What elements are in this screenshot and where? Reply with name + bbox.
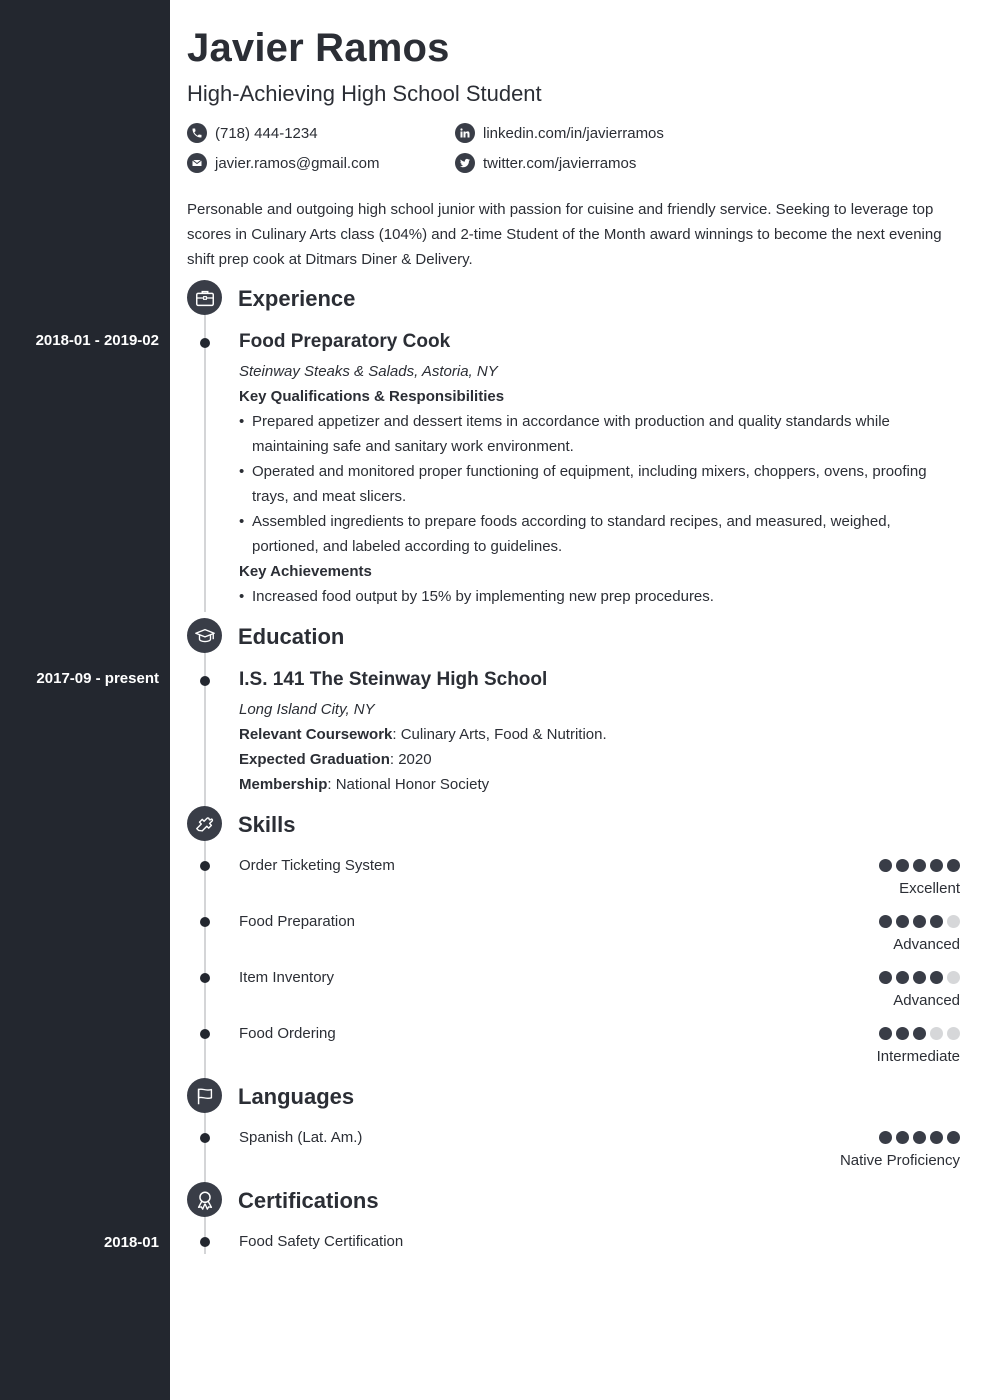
- rating-dot-empty: [947, 971, 960, 984]
- skill-level: Advanced: [893, 992, 960, 1009]
- rating-dot-filled: [896, 915, 909, 928]
- rating-dot-filled: [930, 915, 943, 928]
- school-location: Long Island City, NY: [239, 701, 375, 718]
- rating-dot-filled: [913, 1027, 926, 1040]
- section-title-education: Education: [238, 624, 345, 649]
- rating-dot-filled: [879, 971, 892, 984]
- timeline-line-experience: [204, 312, 206, 612]
- list-item: • Operated and monitored proper functioning of equipment, including mixers, choppers, ovens, proofing trays, and meat slicers.: [239, 459, 959, 509]
- education-date: 2017-09 - present: [36, 670, 159, 687]
- timeline-dot: [200, 1237, 210, 1247]
- rating-dot-filled: [879, 915, 892, 928]
- flag-icon: [187, 1078, 222, 1113]
- rating-dot-filled: [896, 971, 909, 984]
- email-text[interactable]: javier.ramos@gmail.com: [215, 154, 380, 172]
- timeline-dot: [200, 1029, 210, 1039]
- rating-dot-empty: [930, 1027, 943, 1040]
- rating-dot-filled: [947, 859, 960, 872]
- list-item: • Assembled ingredients to prepare foods according to standard recipes, and measured, weighed, portioned, and labeled according to guidelines.: [239, 509, 959, 559]
- coursework-line: [239, 726, 607, 743]
- timeline-dot: [200, 1133, 210, 1143]
- skill-rating: [879, 859, 960, 872]
- achievements-heading: Key Achievements: [239, 563, 372, 580]
- membership-line: [239, 776, 489, 793]
- certification-name: Food Safety Certification: [239, 1233, 404, 1250]
- contact-phone: [187, 123, 318, 143]
- rating-dot-filled: [913, 971, 926, 984]
- language-name: Spanish (Lat. Am.): [239, 1129, 363, 1146]
- timeline-dot: [200, 861, 210, 871]
- coursework-value: : Culinary Arts, Food & Nutrition.: [392, 726, 607, 743]
- linkedin-text[interactable]: linkedin.com/in/javierramos: [483, 124, 664, 142]
- candidate-title: High-Achieving High School Student: [187, 81, 542, 106]
- experience-date: 2018-01 - 2019-02: [35, 332, 159, 349]
- rating-dot-filled: [896, 1131, 909, 1144]
- sidebar: [0, 0, 170, 1400]
- school-name: I.S. 141 The Steinway High School: [239, 669, 548, 690]
- skill-name: Item Inventory: [239, 969, 335, 986]
- skill-level: Advanced: [893, 936, 960, 953]
- rating-dot-empty: [947, 915, 960, 928]
- timeline-line-education: [204, 650, 206, 810]
- skill-rating: [879, 1027, 960, 1040]
- rating-dot-empty: [947, 1027, 960, 1040]
- rating-dot-filled: [947, 1131, 960, 1144]
- candidate-name: Javier Ramos: [187, 26, 450, 70]
- skill-level: Intermediate: [876, 1048, 960, 1065]
- rating-dot-filled: [930, 859, 943, 872]
- section-title-certifications: Certifications: [238, 1188, 379, 1213]
- rating-dot-filled: [879, 859, 892, 872]
- membership-label: Membership: [239, 776, 328, 793]
- briefcase-icon: [187, 280, 222, 315]
- contact-linkedin: [455, 123, 664, 143]
- skill-level: Excellent: [899, 880, 960, 897]
- twitter-text[interactable]: twitter.com/javierramos: [483, 154, 637, 172]
- contact-email: [187, 153, 379, 173]
- phone-text: (718) 444-1234: [215, 124, 318, 142]
- qualifications-heading: Key Qualifications & Responsibilities: [239, 388, 505, 405]
- graduation-cap-icon: [187, 618, 222, 653]
- timeline-line-skills: [204, 838, 206, 1083]
- contact-twitter: [455, 153, 636, 173]
- puzzle-piece-icon: [187, 806, 222, 841]
- award-ribbon-icon: [187, 1182, 222, 1217]
- rating-dot-filled: [930, 1131, 943, 1144]
- language-rating: [879, 1131, 960, 1144]
- twitter-icon: [455, 153, 475, 173]
- timeline-dot: [200, 973, 210, 983]
- linkedin-icon: [455, 123, 475, 143]
- list-item: • Prepared appetizer and dessert items in accordance with production and quality standards while maintaining safe and sanitary work environment.: [239, 409, 959, 459]
- skill-name: Order Ticketing System: [239, 857, 395, 874]
- skill-name: Food Ordering: [239, 1025, 336, 1042]
- timeline-line-certifications: [204, 1214, 206, 1254]
- responsibilities-list: [239, 409, 959, 559]
- graduation-value: : 2020: [389, 751, 432, 768]
- phone-icon: [187, 123, 207, 143]
- rating-dot-filled: [913, 1131, 926, 1144]
- section-title-experience: Experience: [238, 286, 356, 311]
- rating-dot-filled: [930, 971, 943, 984]
- section-title-languages: Languages: [238, 1084, 355, 1109]
- skill-rating: [879, 915, 960, 928]
- graduation-line: [239, 751, 432, 768]
- list-item: • Increased food output by 15% by implementing new prep procedures.: [239, 584, 959, 609]
- rating-dot-filled: [879, 1027, 892, 1040]
- graduation-label: Expected Graduation: [239, 751, 390, 768]
- coursework-label: Relevant Coursework: [239, 726, 393, 743]
- certification-date: 2018-01: [103, 1234, 159, 1251]
- timeline-dot: [200, 676, 210, 686]
- rating-dot-filled: [913, 915, 926, 928]
- rating-dot-filled: [896, 859, 909, 872]
- achievements-list: [239, 584, 959, 609]
- rating-dot-filled: [879, 1131, 892, 1144]
- timeline-dot: [200, 917, 210, 927]
- language-level: Native Proficiency: [839, 1152, 960, 1169]
- rating-dot-filled: [896, 1027, 909, 1040]
- email-icon: [187, 153, 207, 173]
- rating-dot-filled: [913, 859, 926, 872]
- section-title-skills: Skills: [238, 812, 296, 837]
- membership-value: : National Honor Society: [327, 776, 490, 793]
- job-company: Steinway Steaks & Salads, Astoria, NY: [239, 363, 498, 380]
- skill-name: Food Preparation: [239, 913, 355, 930]
- skill-rating: [879, 971, 960, 984]
- timeline-dot: [200, 338, 210, 348]
- summary-paragraph: Personable and outgoing high school junior with passion for cuisine and friendly service. Seeking to leverage top scores in Culinary Arts class (104%) and 2-time Student of the Month award winnings to become the next evening shift prep cook at Ditmars Diner & Delivery.: [187, 201, 942, 268]
- timeline-line-languages: [204, 1110, 206, 1185]
- job-title: Food Preparatory Cook: [239, 331, 451, 352]
